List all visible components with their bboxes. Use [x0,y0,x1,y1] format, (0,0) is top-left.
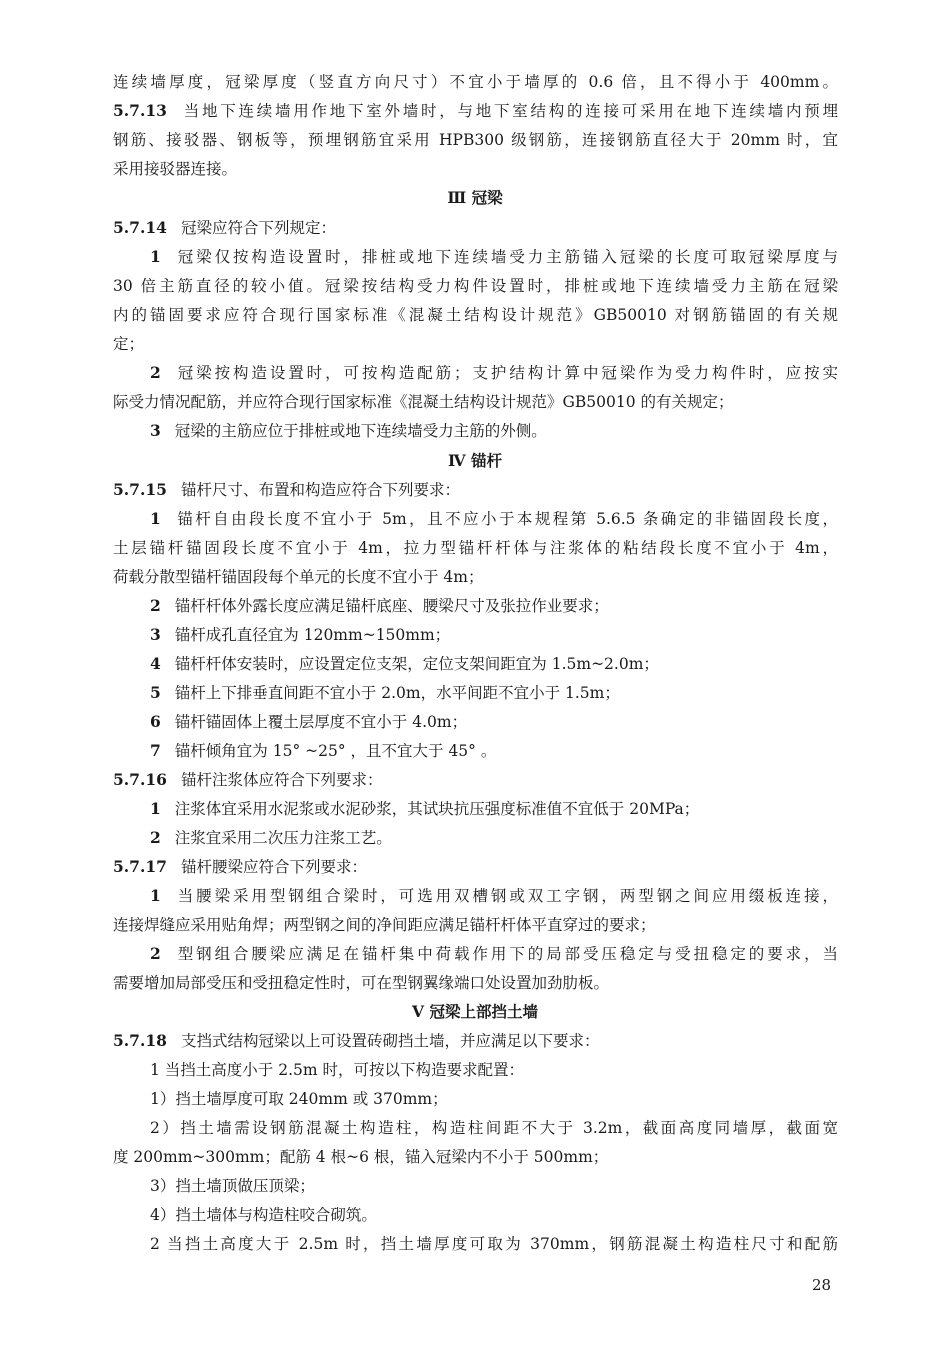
item-number: 1 [150,886,161,905]
body-text-line: 荷载分散型锚杆锚固段每个单元的长度不宜小于 4m； [113,568,484,586]
item-number: 1 [150,247,161,266]
body-text-line: 内的锚固要求应符合现行国家标准《混凝土结构设计规范》GB50010 对钢筋锚固的有关规 [113,306,838,324]
body-text-line: 际受力情况配筋，并应符合现行国家标准《混凝土结构设计规范》GB50010 的有关规定； [113,393,734,411]
item-number: 3 [150,625,161,644]
clause-line: 5.7.14 冠梁应符合下列规定： [113,218,336,237]
clause-line: 5.7.17 锚杆腰梁应符合下列要求： [113,857,367,876]
clause-number: 5.7.13 [113,101,167,120]
body-text-line: 土层锚杆锚固段长度不宜小于 4m，拉力型锚杆杆体与注浆体的粘结段长度不宜小于 4m， [113,539,838,557]
item-line: 2 当挡土高度大于 2.5m 时，挡土墙厚度可取为 370mm，钢筋混凝土构造柱尺寸和配筋 [150,1235,838,1253]
body-text-line: 连续墙厚度，冠梁厚度（竖直方向尺寸）不宜小于墙厚的 0.6 倍，且不得小于 400mm。 [113,73,838,91]
item-line: 1 当腰梁采用型钢组合梁时，可选用双槽钢或双工字钢，两型钢之间应用缀板连接， [150,886,838,905]
body-text-line: 采用接驳器连接。 [113,160,238,178]
item-line: 7 锚杆倾角宜为 15° ~25° ，且不宜大于 45° 。 [150,741,497,760]
clause-number: 5.7.16 [113,770,167,789]
clause-line: 5.7.18 支挡式结构冠梁以上可设置砖砌挡土墙，并应满足以下要求： [113,1031,600,1050]
item-number: 3 [150,421,161,440]
item-line: 1 锚杆自由段长度不宜小于 5m，且不应小于本规程第 5.6.5 条确定的非锚固段长度， [150,509,838,528]
item-number: 5 [150,683,161,702]
sub-item-line: 4）挡土墙体与构造柱咬合砌筑。 [150,1206,377,1224]
item-number: 2 [150,596,161,615]
item-line: 2 锚杆杆体外露长度应满足锚杆底座、腰梁尺寸及张拉作业要求； [150,596,609,615]
body-text-line: 需要增加局部受压和受扭稳定性时，可在型钢翼缘端口处设置加劲肋板。 [113,974,610,992]
item-line: 6 锚杆锚固体上覆土层厚度不宜小于 4.0m； [150,712,468,731]
body-text-line: 钢筋、接驳器、钢板等，预埋钢筋宜采用 HPB300 级钢筋，连接钢筋直径大于 20mm 时，宜 [113,131,838,149]
item-line: 1 注浆体宜采用水泥浆或水泥砂浆，其试块抗压强度标准值不宜低于 20MPa； [150,799,700,818]
body-text-line: 度 200mm~300mm；配筋 4 根~6 根，锚入冠梁内不小于 500mm； [113,1148,609,1166]
clause-line: 5.7.16 锚杆注浆体应符合下列要求： [113,770,383,789]
clause-number: 5.7.14 [113,218,167,237]
item-line: 5 锚杆上下排垂直间距不宜小于 2.0m，水平间距不宜小于 1.5m； [150,683,620,702]
item-line: 3 冠梁的主筋应位于排桩或地下连续墙受力主筋的外侧。 [150,421,547,440]
item-line: 4 锚杆杆体安装时，应设置定位支架，定位支架间距宜为 1.5m~2.0m； [150,654,659,673]
item-line: 2 注浆宜采用二次压力注浆工艺。 [150,828,392,847]
section-heading: Ⅳ 锚杆 [448,451,502,470]
item-line: 1 冠梁仅按构造设置时，排桩或地下连续墙受力主筋锚入冠梁的长度可取冠梁厚度与 [150,247,838,266]
clause-number: 5.7.15 [113,480,167,499]
item-line: 2 型钢组合腰梁应满足在锚杆集中荷载作用下的局部受压稳定与受扭稳定的要求，当 [150,944,838,963]
section-heading: Ⅲ 冠梁 [447,188,503,207]
clause-line: 5.7.15 锚杆尺寸、布置和构造应符合下列要求： [113,480,460,499]
item-number: 2 [150,828,161,847]
item-number: 4 [150,654,161,673]
item-line: 1 当挡土高度小于 2.5m 时，可按以下构造要求配置： [150,1061,524,1079]
page-number: 28 [812,1276,832,1294]
sub-item-line: 1）挡土墙厚度可取 240mm 或 370mm； [150,1090,448,1108]
sub-item-line: 2）挡土墙需设钢筋混凝土构造柱，构造柱间距不大于 3.2m，截面高度同墙厚，截面宽 [150,1119,838,1137]
item-line: 3 锚杆成孔直径宜为 120mm~150mm； [150,625,451,644]
clause-line: 5.7.13 当地下连续墙用作地下室外墙时，与地下室结构的连接可采用在地下连续墙内预埋 [113,101,838,120]
body-text-line: 定； [113,335,145,353]
section-heading: Ⅴ 冠梁上部挡土墙 [412,1002,538,1021]
item-number: 6 [150,712,161,731]
item-number: 2 [150,944,161,963]
body-text-line: 30 倍主筋直径的较小值。冠梁按结构受力构件设置时，排桩或地下连续墙受力主筋在冠梁 [113,277,838,295]
clause-number: 5.7.17 [113,857,167,876]
item-number: 1 [150,509,161,528]
body-text-line: 连接焊缝应采用贴角焊；两型钢之间的净间距应满足锚杆杆体平直穿过的要求； [113,916,656,934]
sub-item-line: 3）挡土墙顶做压顶梁； [150,1177,315,1195]
item-number: 1 [150,799,161,818]
item-number: 2 [150,363,161,382]
clause-number: 5.7.18 [113,1031,167,1050]
item-line: 2 冠梁按构造设置时，可按构造配筋；支护结构计算中冠梁作为受力构件时，应按实 [150,363,838,382]
item-number: 7 [150,741,161,760]
